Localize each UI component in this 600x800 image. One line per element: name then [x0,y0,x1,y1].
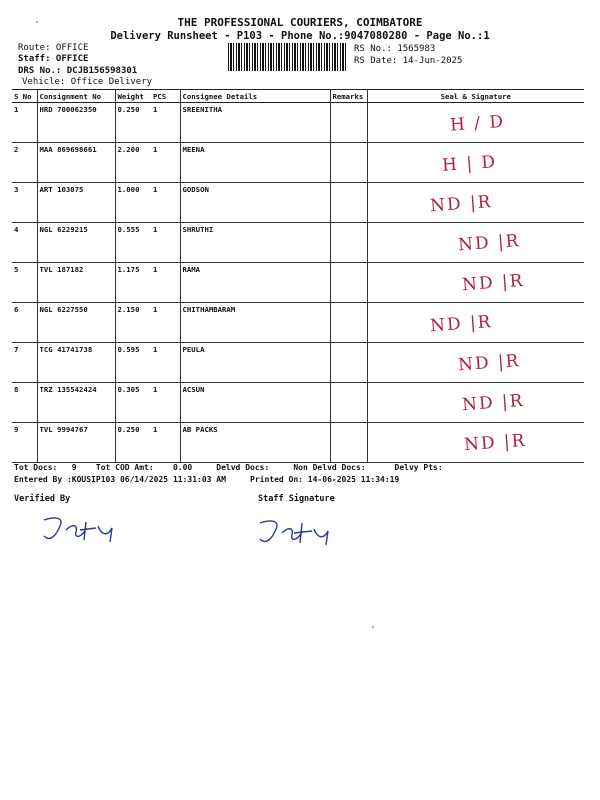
cell-signature [367,143,584,183]
cell-sno: 8 [12,383,37,423]
staff-text: Staff: OFFICE [18,54,89,64]
cell-pcs: 1 [151,423,180,463]
cell-remarks [330,383,367,423]
runsheet-table [12,89,584,463]
handwritten-mark: ND |R [460,270,525,296]
handwritten-mark: H / D [448,111,506,136]
cell-signature [367,183,584,223]
handwritten-mark: ND |R [456,351,521,376]
cell-weight: 1.175 [115,263,151,303]
cell-sno: 3 [12,183,37,223]
cell-signature [367,223,584,263]
route-text: Route: OFFICE [18,43,89,53]
cell-remarks [330,343,367,383]
table-row [12,383,584,423]
cell-consignee: SHRUTHI [180,223,330,263]
cell-weight: 0.305 [115,383,151,423]
table-row [12,303,584,343]
cell-pcs: 1 [151,103,180,143]
cell-sno: 4 [12,223,37,263]
cell-signature [367,303,584,343]
verified-by-label: Verified By [14,494,71,504]
cell-weight: 0.555 [115,223,151,263]
cell-consignee: CHITHAMBARAM [180,303,330,343]
cell-weight: 2.200 [115,143,151,183]
cell-remarks [330,263,367,303]
cell-pcs: 1 [151,383,180,423]
table-row [12,183,584,223]
cell-consignment: TVL 187182 [37,263,115,303]
col-header-signature: Seal & Signature [367,90,584,103]
cell-sno: 2 [12,143,37,183]
cell-consignee: SREENITHA [180,103,330,143]
rs-date: RS Date: 14-Jun-2025 [354,56,463,66]
cell-signature [367,383,584,423]
handwritten-mark: ND |R [456,231,521,256]
cell-sno: 5 [12,263,37,303]
cell-consignment: MAA 869698661 [37,143,115,183]
cell-pcs: 1 [151,343,180,383]
cell-consignment: TCG 41741738 [37,343,115,383]
table-row [12,103,584,143]
cell-pcs: 1 [151,143,180,183]
cell-remarks [330,303,367,343]
table-header-row [12,90,584,103]
cell-consignee: GODSON [180,183,330,223]
cell-remarks [330,103,367,143]
cell-signature [367,423,584,463]
cell-consignment: TRZ 135542424 [37,383,115,423]
cell-sno: 6 [12,303,37,343]
cell-pcs: 1 [151,183,180,223]
cell-sno: 9 [12,423,37,463]
company-title: THE PROFESSIONAL COURIERS, COIMBATORE [177,16,423,29]
totals-line: Tot Docs: 9 Tot COD Amt: 0.00 Delvd Docs: Non Delvd Docs: Delvy Pts: [14,463,443,472]
cell-pcs: 1 [151,223,180,263]
cell-pcs: 1 [151,303,180,343]
barcode [228,43,346,71]
cell-consignee: ACSUN [180,383,330,423]
handwritten-mark: ND |R [428,311,493,337]
table-row [12,223,584,263]
entered-by-line: Entered By :KOUSIP103 06/14/2025 11:31:03 AM Printed On: 14-06-2025 11:34:19 [14,475,400,484]
cell-remarks [330,223,367,263]
table-row [12,143,584,183]
scan-speck [372,626,374,628]
col-header-pcs: PCS [151,90,180,103]
cell-signature [367,263,584,303]
cell-sno: 7 [12,343,37,383]
cell-weight: 0.250 [115,103,151,143]
cell-consignment: TVL 9994767 [37,423,115,463]
cell-consignee: AB PACKS [180,423,330,463]
cell-signature [367,343,584,383]
cell-remarks [330,143,367,183]
runsheet-subtitle: Delivery Runsheet - P103 - Phone No.:9047080280 - Page No.:1 [110,30,490,42]
cell-remarks [330,423,367,463]
drs-number: DRS No.: DCJB156598301 [18,66,138,76]
cell-consignment: HRD 700062350 [37,103,115,143]
handwritten-mark: ND |R [460,390,525,416]
cell-consignment: NGL 6227550 [37,303,115,343]
rs-number: RS No.: 1565983 [354,44,436,54]
cell-remarks [330,183,367,223]
table-row [12,263,584,303]
staff-signature-label: Staff Signature [258,494,335,504]
table-row [12,343,584,383]
handwritten-mark: ND |R [462,430,527,456]
cell-pcs: 1 [151,263,180,303]
cell-consignee: RAMA [180,263,330,303]
col-header-sno: S No [12,90,37,103]
cell-consignment: ART 103075 [37,183,115,223]
cell-signature [367,103,584,143]
cell-consignee: PEULA [180,343,330,383]
handwritten-mark: H | D [440,152,498,176]
staff-signature [254,515,344,553]
cell-consignee: MEENA [180,143,330,183]
col-header-remarks: Remarks [330,90,367,103]
cell-weight: 0.250 [115,423,151,463]
col-header-consignee: Consignee Details [180,90,330,103]
cell-weight: 0.595 [115,343,151,383]
cell-sno: 1 [12,103,37,143]
cell-weight: 1.000 [115,183,151,223]
cell-weight: 2.150 [115,303,151,343]
scan-speck [36,21,38,23]
cell-consignment: NGL 6229215 [37,223,115,263]
verifier-signature [38,512,128,550]
col-header-consignment: Consignment No [37,90,115,103]
table-row [12,423,584,463]
vehicle-text: Vehicle: Office Delivery [22,77,153,87]
col-header-weight: Weight [115,90,151,103]
handwritten-mark: ND |R [428,191,493,217]
